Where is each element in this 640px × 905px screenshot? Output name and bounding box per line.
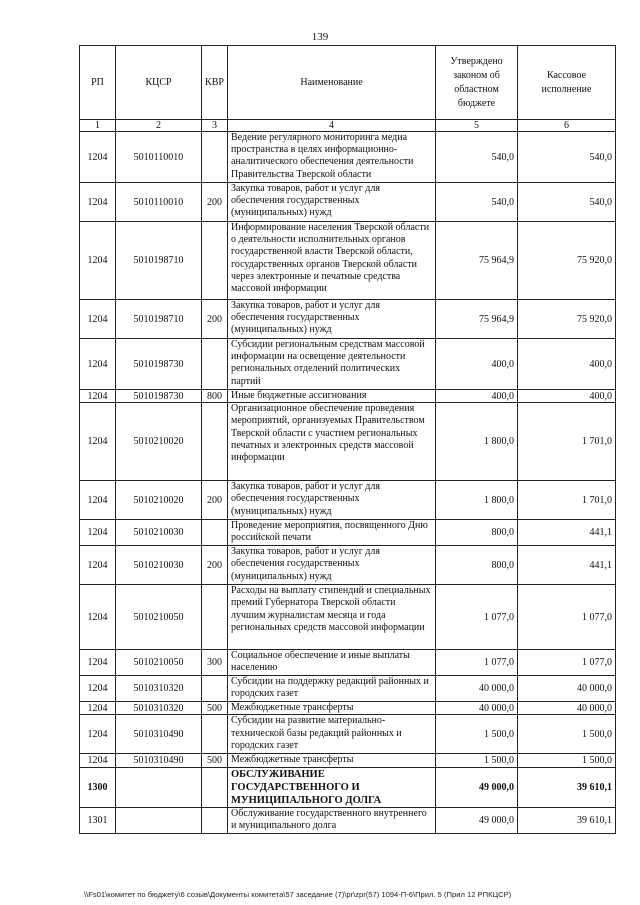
cell-approved: 1 800,0 bbox=[436, 481, 518, 520]
cell-kcsr: 5010310320 bbox=[116, 702, 202, 715]
budget-table bbox=[79, 45, 616, 834]
cell-approved: 540,0 bbox=[436, 132, 518, 183]
cell-kcsr: 5010110010 bbox=[116, 183, 202, 222]
cell-kvr: 200 bbox=[202, 546, 228, 585]
cell-kcsr: 5010210020 bbox=[116, 403, 202, 481]
cell-rp: 1204 bbox=[80, 702, 116, 715]
header-row bbox=[80, 46, 616, 120]
cell-approved: 800,0 bbox=[436, 546, 518, 585]
column-number: 4 bbox=[228, 120, 436, 132]
cell-name: Социальное обеспечение и иные выплаты населению bbox=[228, 650, 436, 676]
cell-name: Организационное обеспечение проведения мероприятий, организуемых Правительством Тверской области с участием региональных печатных и электронных средств массовой информации bbox=[228, 403, 436, 481]
cell-executed: 441,1 bbox=[518, 520, 616, 546]
cell-kvr bbox=[202, 767, 228, 807]
cell-executed: 75 920,0 bbox=[518, 300, 616, 339]
cell-approved: 49 000,0 bbox=[436, 807, 518, 833]
table-row bbox=[80, 481, 616, 520]
header-kcsr: КЦСР bbox=[116, 46, 202, 120]
cell-rp: 1204 bbox=[80, 715, 116, 754]
cell-executed: 540,0 bbox=[518, 132, 616, 183]
cell-kcsr: 5010198710 bbox=[116, 222, 202, 300]
cell-kcsr bbox=[116, 767, 202, 807]
cell-kvr bbox=[202, 715, 228, 754]
cell-rp: 1300 bbox=[80, 767, 116, 807]
cell-executed: 1 500,0 bbox=[518, 754, 616, 767]
cell-approved: 40 000,0 bbox=[436, 676, 518, 702]
cell-kvr: 500 bbox=[202, 702, 228, 715]
cell-name: Закупка товаров, работ и услуг для обеспечения государственных (муниципальных) нужд bbox=[228, 300, 436, 339]
cell-name: Расходы на выплату стипендий и специальных премий Губернатора Тверской области лучшим журналистам месяца и года региональных средств массовой информации bbox=[228, 585, 436, 650]
header-executed: Кассовое исполнение bbox=[518, 46, 616, 120]
cell-rp: 1204 bbox=[80, 481, 116, 520]
cell-rp: 1204 bbox=[80, 300, 116, 339]
table-row bbox=[80, 132, 616, 183]
table-row bbox=[80, 403, 616, 481]
cell-name: Субсидии на поддержку редакций районных и городских газет bbox=[228, 676, 436, 702]
header-approved: Утверждено законом об областном бюджете bbox=[436, 46, 518, 120]
table-row bbox=[80, 520, 616, 546]
cell-name: Субсидии на развитие материально-технической базы редакций районных и городских газет bbox=[228, 715, 436, 754]
cell-executed: 39 610,1 bbox=[518, 807, 616, 833]
table-row bbox=[80, 650, 616, 676]
cell-kvr bbox=[202, 676, 228, 702]
cell-executed: 1 077,0 bbox=[518, 650, 616, 676]
cell-approved: 49 000,0 bbox=[436, 767, 518, 807]
column-number-row bbox=[80, 120, 616, 132]
cell-name: Проведение мероприятия, посвященного Дню российской печати bbox=[228, 520, 436, 546]
column-number: 6 bbox=[518, 120, 616, 132]
cell-kcsr: 5010198710 bbox=[116, 300, 202, 339]
cell-approved: 1 800,0 bbox=[436, 403, 518, 481]
cell-kvr bbox=[202, 339, 228, 390]
table-row bbox=[80, 339, 616, 390]
cell-kvr bbox=[202, 132, 228, 183]
cell-kcsr: 5010310490 bbox=[116, 715, 202, 754]
file-path-footer: \\Fs01\комитет по бюджету\6 созыв\Документы комитета\57 заседание (7)\pr\zpr(57) 1094-П-6\Прил. 5 (Прил 12 РПКЦСР) bbox=[84, 890, 512, 899]
cell-name: Закупка товаров, работ и услуг для обеспечения государственных (муниципальных) нужд bbox=[228, 546, 436, 585]
cell-name: Закупка товаров, работ и услуг для обеспечения государственных (муниципальных) нужд bbox=[228, 183, 436, 222]
cell-approved: 1 077,0 bbox=[436, 650, 518, 676]
cell-executed: 40 000,0 bbox=[518, 676, 616, 702]
column-number: 3 bbox=[202, 120, 228, 132]
cell-executed: 441,1 bbox=[518, 546, 616, 585]
cell-name: Межбюджетные трансферты bbox=[228, 702, 436, 715]
cell-kvr bbox=[202, 222, 228, 300]
cell-kvr bbox=[202, 807, 228, 833]
cell-executed: 400,0 bbox=[518, 390, 616, 403]
table-row bbox=[80, 585, 616, 650]
table-row bbox=[80, 807, 616, 833]
cell-approved: 1 077,0 bbox=[436, 585, 518, 650]
cell-executed: 1 701,0 bbox=[518, 481, 616, 520]
cell-kvr: 200 bbox=[202, 300, 228, 339]
cell-name: Информирование населения Тверской области о деятельности исполнительных органов государственной власти Тверской области, государственных органов Тверской области через электронные и печатные средства массовой информации bbox=[228, 222, 436, 300]
cell-rp: 1301 bbox=[80, 807, 116, 833]
cell-kcsr bbox=[116, 807, 202, 833]
cell-kcsr: 5010210050 bbox=[116, 650, 202, 676]
page-number: 139 bbox=[311, 31, 329, 43]
cell-rp: 1204 bbox=[80, 676, 116, 702]
table-row bbox=[80, 754, 616, 767]
cell-rp: 1204 bbox=[80, 390, 116, 403]
table-row bbox=[80, 702, 616, 715]
cell-approved: 800,0 bbox=[436, 520, 518, 546]
cell-kcsr: 5010210050 bbox=[116, 585, 202, 650]
cell-name: Иные бюджетные ассигнования bbox=[228, 390, 436, 403]
cell-approved: 75 964,9 bbox=[436, 300, 518, 339]
cell-rp: 1204 bbox=[80, 403, 116, 481]
cell-rp: 1204 bbox=[80, 585, 116, 650]
cell-kvr bbox=[202, 520, 228, 546]
cell-executed: 1 500,0 bbox=[518, 715, 616, 754]
cell-kcsr: 5010210030 bbox=[116, 520, 202, 546]
cell-approved: 40 000,0 bbox=[436, 702, 518, 715]
cell-rp: 1204 bbox=[80, 520, 116, 546]
cell-kvr: 800 bbox=[202, 390, 228, 403]
cell-rp: 1204 bbox=[80, 183, 116, 222]
cell-executed: 1 077,0 bbox=[518, 585, 616, 650]
cell-name: Межбюджетные трансферты bbox=[228, 754, 436, 767]
cell-executed: 400,0 bbox=[518, 339, 616, 390]
cell-approved: 400,0 bbox=[436, 390, 518, 403]
table-row bbox=[80, 546, 616, 585]
cell-kcsr: 5010198730 bbox=[116, 339, 202, 390]
cell-kcsr: 5010210030 bbox=[116, 546, 202, 585]
cell-rp: 1204 bbox=[80, 222, 116, 300]
table-row bbox=[80, 676, 616, 702]
table-row bbox=[80, 715, 616, 754]
table-body bbox=[80, 132, 616, 834]
table-row bbox=[80, 390, 616, 403]
cell-rp: 1204 bbox=[80, 546, 116, 585]
cell-approved: 75 964,9 bbox=[436, 222, 518, 300]
cell-executed: 40 000,0 bbox=[518, 702, 616, 715]
header-name: Наименование bbox=[228, 46, 436, 120]
cell-kvr bbox=[202, 403, 228, 481]
table-row bbox=[80, 300, 616, 339]
cell-kcsr: 5010210020 bbox=[116, 481, 202, 520]
cell-kcsr: 5010310490 bbox=[116, 754, 202, 767]
cell-name: Обслуживание государственного внутреннего и муниципального долга bbox=[228, 807, 436, 833]
cell-name: Ведение регулярного мониторинга медиа пространства в целях информационно-аналитического обеспечения деятельности Правительства Тверской области bbox=[228, 132, 436, 183]
header-rp: РП bbox=[80, 46, 116, 120]
cell-kvr: 300 bbox=[202, 650, 228, 676]
cell-approved: 1 500,0 bbox=[436, 715, 518, 754]
cell-kvr: 200 bbox=[202, 183, 228, 222]
cell-kvr: 500 bbox=[202, 754, 228, 767]
cell-executed: 75 920,0 bbox=[518, 222, 616, 300]
cell-kcsr: 5010310320 bbox=[116, 676, 202, 702]
table-row bbox=[80, 183, 616, 222]
cell-approved: 1 500,0 bbox=[436, 754, 518, 767]
header-kvr: КВР bbox=[202, 46, 228, 120]
cell-rp: 1204 bbox=[80, 650, 116, 676]
cell-executed: 540,0 bbox=[518, 183, 616, 222]
cell-executed: 1 701,0 bbox=[518, 403, 616, 481]
table-row bbox=[80, 767, 616, 807]
cell-rp: 1204 bbox=[80, 754, 116, 767]
cell-executed: 39 610,1 bbox=[518, 767, 616, 807]
cell-kvr bbox=[202, 585, 228, 650]
cell-name: Закупка товаров, работ и услуг для обеспечения государственных (муниципальных) нужд bbox=[228, 481, 436, 520]
cell-rp: 1204 bbox=[80, 339, 116, 390]
cell-name: ОБСЛУЖИВАНИЕ ГОСУДАРСТВЕННОГО И МУНИЦИПАЛЬНОГО ДОЛГА bbox=[228, 767, 436, 807]
cell-approved: 400,0 bbox=[436, 339, 518, 390]
column-number: 2 bbox=[116, 120, 202, 132]
column-number: 5 bbox=[436, 120, 518, 132]
cell-kcsr: 5010110010 bbox=[116, 132, 202, 183]
cell-approved: 540,0 bbox=[436, 183, 518, 222]
cell-name: Субсидии региональным средствам массовой информации на освещение деятельности региональных отделений политических партий bbox=[228, 339, 436, 390]
cell-kcsr: 5010198730 bbox=[116, 390, 202, 403]
column-number: 1 bbox=[80, 120, 116, 132]
table-row bbox=[80, 222, 616, 300]
cell-rp: 1204 bbox=[80, 132, 116, 183]
cell-kvr: 200 bbox=[202, 481, 228, 520]
